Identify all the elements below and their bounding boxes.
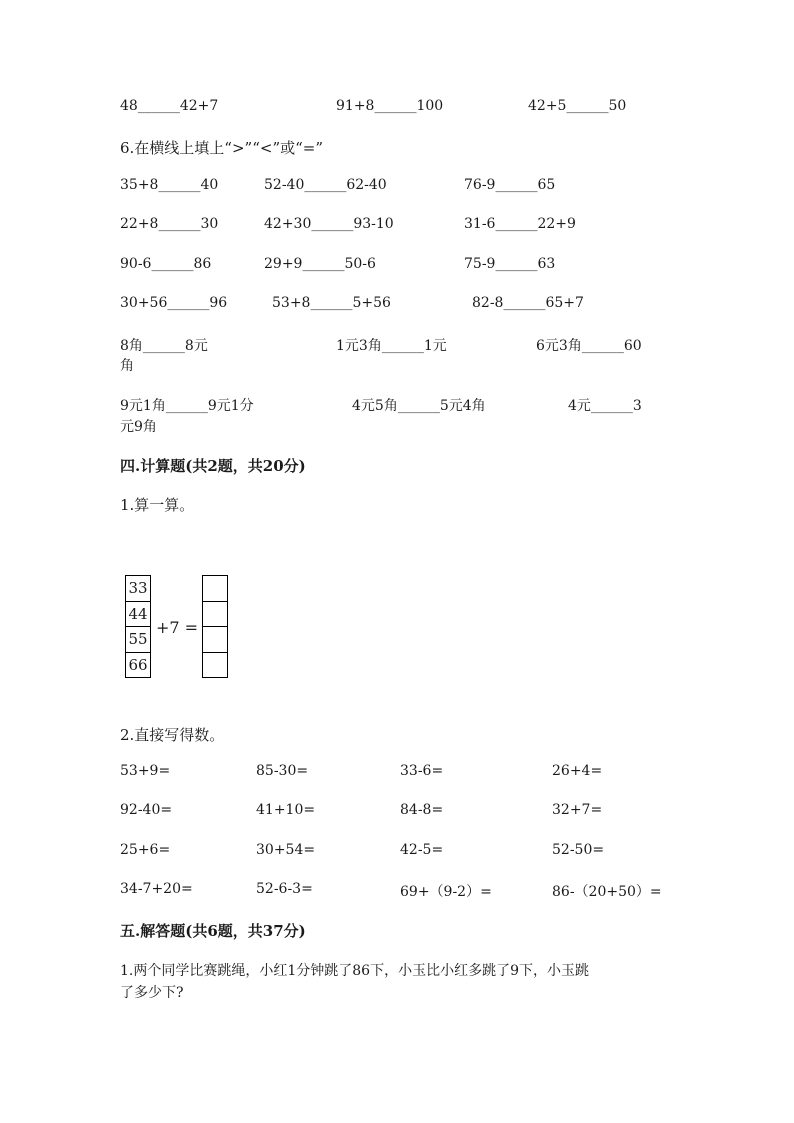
comparison-item: 22+8______30 <box>120 216 219 232</box>
calc-item: 26+4= <box>552 763 603 779</box>
calc-item: 42-5= <box>400 842 444 858</box>
answer-column <box>202 575 228 678</box>
word-problem-line: 1.两个同学比赛跳绳，小红1分钟跳了86下，小玉比小红多跳了9下，小玉跳 <box>120 963 589 979</box>
answer-box[interactable] <box>202 601 228 627</box>
comparison-item: 53+8______5+56 <box>272 295 391 311</box>
question-title: 2.直接写得数。 <box>120 726 225 744</box>
comparison-item: 90-6______86 <box>120 256 212 272</box>
comparison-item: 75-9______63 <box>464 256 556 272</box>
number-cell: 66 <box>125 652 151 679</box>
comparison-item: 35+8______40 <box>120 177 219 193</box>
question-title: 6.在横线上填上“>”“<”或“=” <box>120 139 324 157</box>
comparison-item: 29+9______50-6 <box>264 256 376 272</box>
word-problem-line: 了多少下? <box>120 985 184 1001</box>
comparison-item: 42+30______93-10 <box>264 216 394 232</box>
comparison-item: 76-9______65 <box>464 177 556 193</box>
number-cell: 33 <box>125 575 151 601</box>
comparison-item: 8角______8元 <box>120 338 208 354</box>
comparison-item-wrap: 角 <box>120 358 134 374</box>
calc-item: 53+9= <box>120 763 171 779</box>
calc-item: 33-6= <box>400 763 444 779</box>
calc-item: 85-30= <box>256 763 309 779</box>
number-cell: 44 <box>125 601 151 627</box>
comparison-item: 48______42+7 <box>120 98 219 114</box>
operator-label: +7 = <box>156 618 199 637</box>
comparison-item: 30+56______96 <box>120 295 228 311</box>
calc-item: 52-6-3= <box>256 881 313 897</box>
comparison-item: 4元5角______5元4角 <box>352 398 486 414</box>
calc-item: 92-40= <box>120 802 173 818</box>
calc-item: 52-50= <box>552 842 605 858</box>
calc-item: 34-7+20= <box>120 881 193 897</box>
number-cell: 55 <box>125 626 151 652</box>
comparison-item-wrap: 元9角 <box>120 419 157 435</box>
comparison-item: 6元3角______60 <box>536 338 642 354</box>
comparison-item: 82-8______65+7 <box>472 295 584 311</box>
answer-box[interactable] <box>202 575 228 601</box>
calc-item: 86-（20+50）= <box>552 884 662 900</box>
section-title: 四.计算题(共2题，共20分) <box>120 457 306 475</box>
comparison-item: 4元______3 <box>568 398 642 414</box>
comparison-item: 9元1角______9元1分 <box>120 398 254 414</box>
calc-item: 69+（9-2）= <box>400 884 492 900</box>
calc-item: 41+10= <box>256 802 316 818</box>
answer-box[interactable] <box>202 652 228 679</box>
comparison-item: 1元3角______1元 <box>336 338 447 354</box>
number-column <box>125 575 151 678</box>
calc-item: 25+6= <box>120 842 171 858</box>
comparison-item: 52-40______62-40 <box>264 177 387 193</box>
section-title: 五.解答题(共6题，共37分) <box>120 922 306 940</box>
comparison-item: 91+8______100 <box>336 98 444 114</box>
question-title: 1.算一算。 <box>120 496 195 514</box>
calc-item: 30+54= <box>256 842 316 858</box>
comparison-item: 42+5______50 <box>528 98 627 114</box>
calc-item: 84-8= <box>400 802 444 818</box>
answer-box[interactable] <box>202 626 228 652</box>
calc-item: 32+7= <box>552 802 603 818</box>
comparison-item: 31-6______22+9 <box>464 216 576 232</box>
